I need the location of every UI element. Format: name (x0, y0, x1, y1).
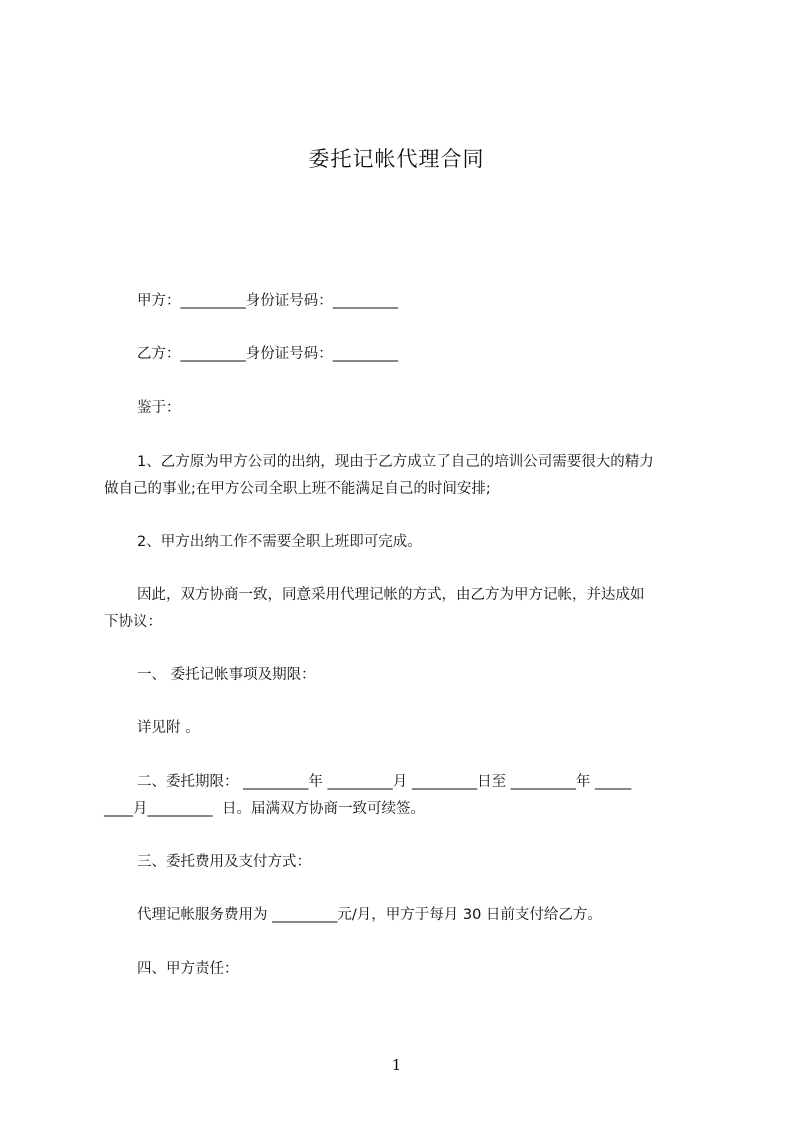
clause-1-line-1: 1、乙方原为甲方公司的出纳，现由于乙方成立了自己的培训公司需要很大的精力 (137, 454, 654, 470)
page-number: 1 (391, 1056, 402, 1074)
document-title: 委托记帐代理合同 (308, 147, 485, 171)
section-3-body: 代理记帐服务费用为 _________元/月，甲方于每月 30 日前支付给乙方。 (137, 907, 602, 923)
party-b-line: 乙方：_________身份证号码：_________ (137, 346, 398, 362)
section-4-heading: 四、甲方责任： (137, 961, 239, 977)
party-a-line: 甲方：_________身份证号码：_________ (137, 293, 398, 309)
agreement-intro-line-1: 因此，双方协商一致，同意采用代理记帐的方式，由乙方为甲方记帐，并达成如 (137, 587, 645, 603)
section-1-heading: 一、 委托记帐事项及期限： (137, 667, 316, 683)
section-2-line-2: ____月_________ 日。届满双方协商一致可续签。 (104, 801, 425, 817)
clause-1-line-2: 做自己的事业;在甲方公司全职上班不能满足自己的时间安排; (104, 481, 491, 497)
whereas-heading: 鉴于： (137, 400, 181, 416)
section-1-body: 详见附 。 (137, 720, 200, 736)
agreement-intro-line-2: 下协议： (104, 614, 162, 630)
section-2-line-1: 二、委托期限： _________年 _________月 _________日至 _________年 _____ (137, 774, 632, 790)
section-3-heading: 三、委托费用及支付方式： (137, 854, 311, 870)
clause-2-line: 2、甲方出纳工作不需要全职上班即可完成。 (137, 534, 422, 550)
